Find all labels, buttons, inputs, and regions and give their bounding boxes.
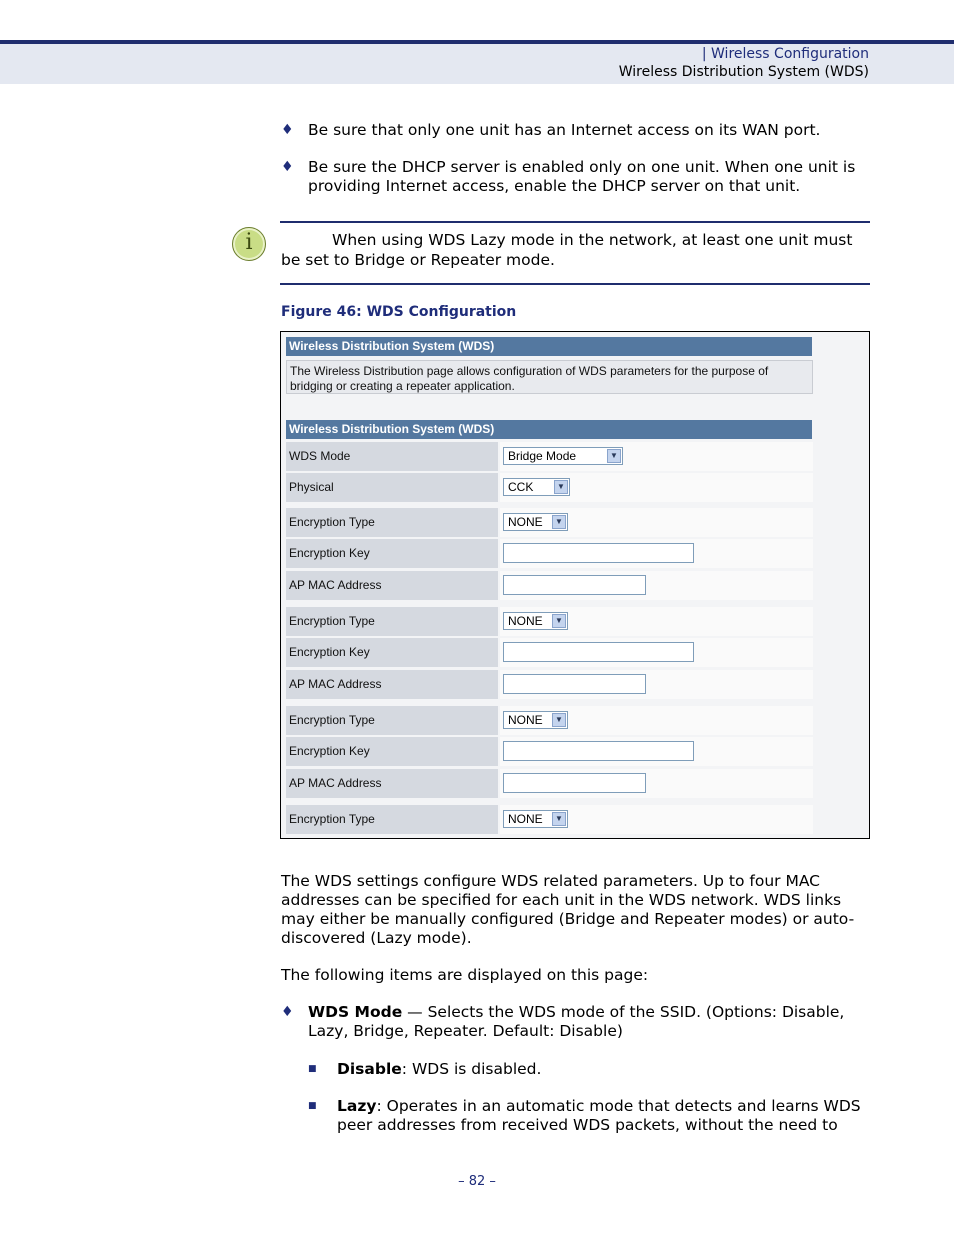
sub-item-term: Lazy	[337, 1097, 377, 1115]
row-ap-mac	[286, 670, 813, 699]
wds-mode-select[interactable]: Bridge Mode ▼	[503, 447, 623, 465]
encryption-type-select[interactable]: NONE ▼	[503, 810, 568, 828]
row-encryption-type	[286, 607, 813, 636]
row-label: AP MAC Address	[286, 571, 498, 600]
panel-title: Wireless Distribution System (WDS)	[286, 420, 812, 439]
row-wds-mode	[286, 442, 813, 471]
row-label: AP MAC Address	[286, 670, 498, 699]
chevron-down-icon: ▼	[552, 614, 566, 628]
chevron-down-icon: ▼	[554, 480, 568, 494]
encryption-type-select[interactable]: NONE ▼	[503, 711, 568, 729]
ap-mac-input[interactable]	[503, 575, 646, 595]
item-text: — Selects the WDS mode of the SSID. (Options: Disable, Lazy, Bridge, Repeater. Default: Disable)	[308, 1003, 845, 1040]
info-icon: i	[232, 227, 266, 261]
row-label: WDS Mode	[286, 442, 498, 471]
ap-mac-input[interactable]	[503, 773, 646, 793]
sub-item-term: Disable	[337, 1060, 402, 1078]
row-ap-mac	[286, 769, 813, 798]
row-label: Encryption Type	[286, 607, 498, 636]
row-ap-mac	[286, 571, 813, 600]
chevron-down-icon: ▼	[552, 713, 566, 727]
row-label: Encryption Type	[286, 508, 498, 537]
row-encryption-key	[286, 539, 813, 568]
diamond-bullet-icon: ♦	[281, 159, 294, 175]
row-encryption-type	[286, 508, 813, 537]
row-label: Encryption Key	[286, 638, 498, 667]
header-subsection: Wireless Distribution System (WDS)	[618, 64, 869, 80]
square-bullet-icon: ■	[308, 1064, 317, 1074]
diamond-bullet-icon: ♦	[281, 122, 294, 138]
body-paragraph: The WDS settings configure WDS related parameters. Up to four MAC addresses can be specified for each unit in the WDS network. WDS links may either be manually configured (Bridge and Repeater modes) or auto-discovered (Lazy mode).	[281, 872, 855, 947]
row-encryption-type	[286, 706, 813, 735]
row-label: Physical	[286, 473, 498, 502]
row-physical	[286, 473, 813, 502]
physical-select[interactable]: CCK ▼	[503, 478, 570, 496]
sub-item-text: : Operates in an automatic mode that detects and learns WDS peer addresses from received WDS packets, without the need to	[337, 1097, 861, 1134]
row-encryption-key	[286, 737, 813, 766]
row-label: Encryption Key	[286, 737, 498, 766]
header-section: | Wireless Configuration	[701, 46, 869, 62]
chevron-down-icon: ▼	[552, 812, 566, 826]
figure-caption: Figure 46: WDS Configuration	[281, 304, 517, 320]
row-label: Encryption Key	[286, 539, 498, 568]
diamond-bullet-icon: ♦	[281, 1004, 294, 1020]
chevron-down-icon: ▼	[552, 515, 566, 529]
bullet-text: Be sure the DHCP server is enabled only on one unit. When one unit is providing Internet access, enable the DHCP server on that unit.	[308, 158, 856, 195]
wds-config-figure	[280, 331, 870, 839]
note-top-rule	[280, 221, 870, 223]
row-encryption-key	[286, 638, 813, 667]
item-term: WDS Mode	[308, 1003, 403, 1021]
sub-item-text: : WDS is disabled.	[401, 1060, 542, 1078]
note-text: When using WDS Lazy mode in the network, at least one unit must be set to Bridge or Repeater mode.	[281, 231, 853, 269]
note-bottom-rule	[280, 283, 870, 285]
encryption-key-input[interactable]	[503, 642, 694, 662]
sub-item-disable	[337, 1060, 872, 1079]
encryption-key-input[interactable]	[503, 543, 694, 563]
square-bullet-icon: ■	[308, 1101, 317, 1111]
page-number: – 82 –	[458, 1174, 496, 1189]
row-label: Encryption Type	[286, 805, 498, 834]
chevron-down-icon: ▼	[607, 449, 621, 463]
row-label: AP MAC Address	[286, 769, 498, 798]
bullet-text: Be sure that only one unit has an Internet access on its WAN port.	[308, 121, 821, 139]
panel-description: The Wireless Distribution page allows configuration of WDS parameters for the purpose of bridging or creating a repeater application.	[286, 360, 813, 394]
encryption-key-input[interactable]	[503, 741, 694, 761]
row-encryption-type	[286, 805, 813, 834]
row-label: Encryption Type	[286, 706, 498, 735]
sub-item-lazy	[337, 1097, 872, 1135]
body-paragraph: The following items are displayed on this page:	[281, 966, 649, 984]
ap-mac-input[interactable]	[503, 674, 646, 694]
panel-title: Wireless Distribution System (WDS)	[286, 337, 812, 356]
encryption-type-select[interactable]: NONE ▼	[503, 513, 568, 531]
encryption-type-select[interactable]: NONE ▼	[503, 612, 568, 630]
